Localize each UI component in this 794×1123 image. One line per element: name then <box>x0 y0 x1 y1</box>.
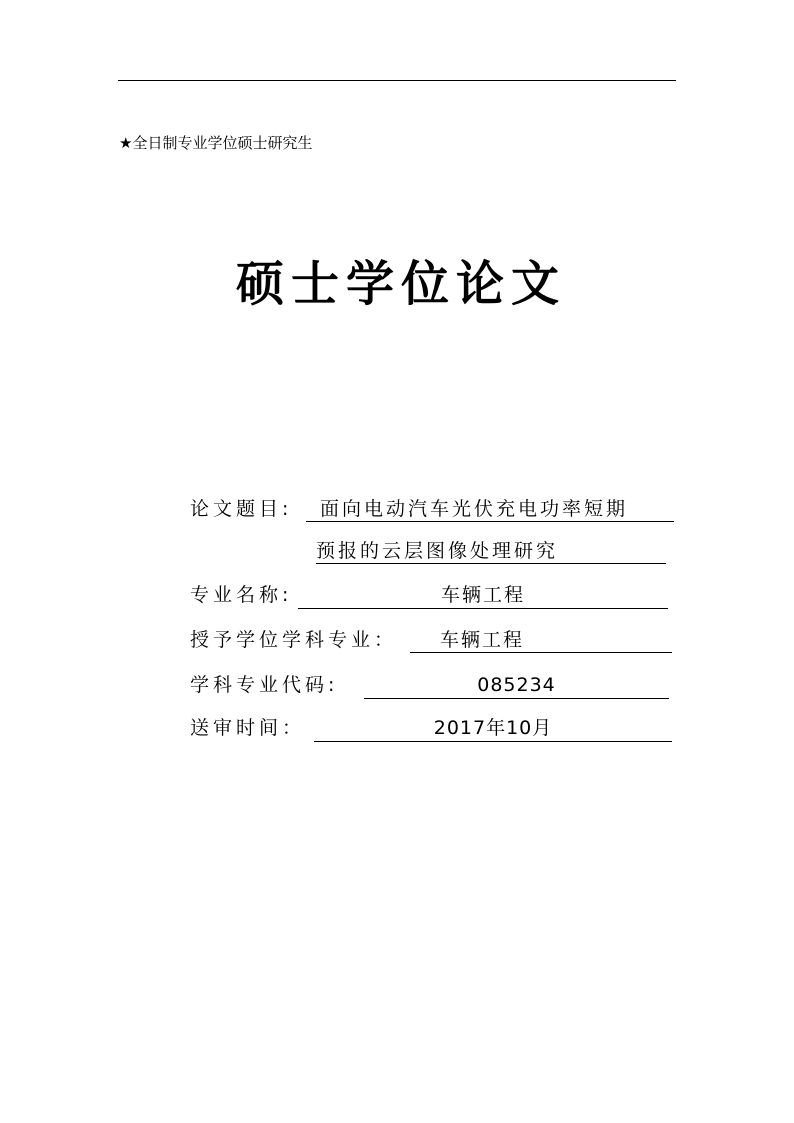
degree-major-label: 授予学位学科专业： <box>190 629 398 651</box>
thesis-title-value-line2: 预报的云层图像处理研究 <box>316 538 666 564</box>
thesis-title-value-line1: 面向电动汽车光伏充电功率短期 <box>306 496 674 522</box>
degree-type-label: ★全日制专业学位硕士研究生 <box>119 134 313 152</box>
top-rule <box>118 80 676 81</box>
major-code-value: 085234 <box>364 672 669 699</box>
major-code-label: 学科专业代码: <box>190 674 339 696</box>
major-value: 车辆工程 <box>298 582 668 609</box>
submission-value: 2017年10月 <box>314 715 672 742</box>
thesis-title-label: 论文题目: <box>190 498 293 520</box>
degree-major-value: 车辆工程 <box>410 627 672 653</box>
thesis-cover-title: 硕士学位论文 <box>236 256 567 312</box>
major-label: 专业名称: <box>190 584 293 606</box>
submission-label: 送审时间： <box>190 717 306 739</box>
